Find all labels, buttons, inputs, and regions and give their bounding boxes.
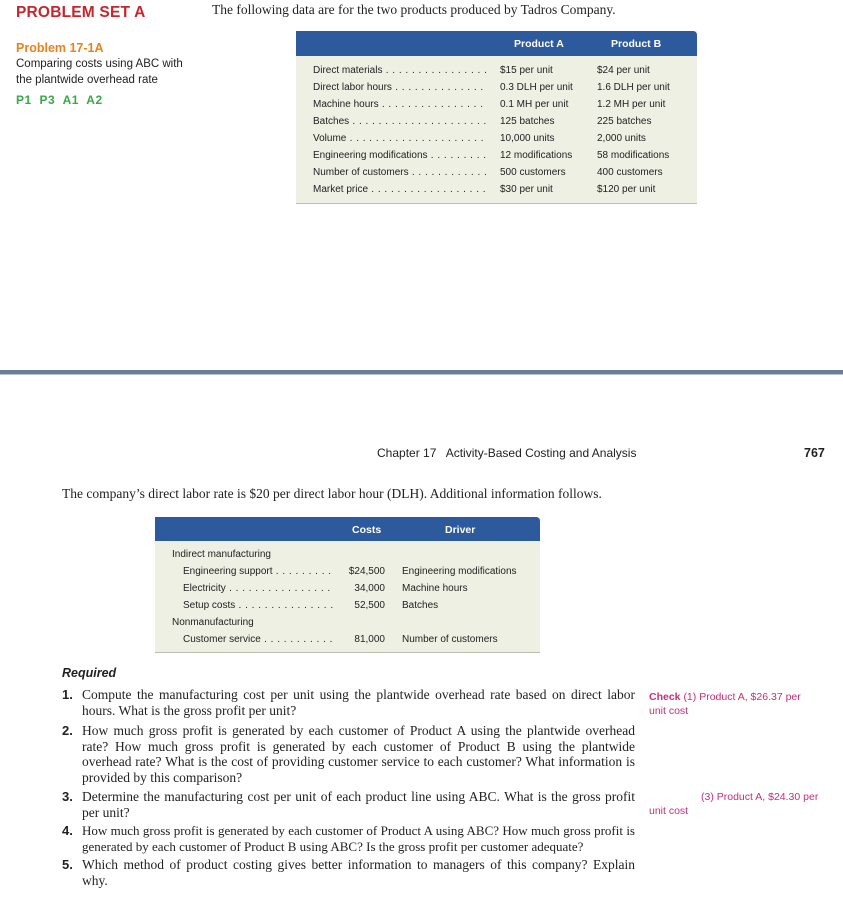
table-row <box>296 130 697 147</box>
row-label: Direct materials . . . <box>313 62 486 79</box>
product-a-value: 125 batches <box>500 116 555 127</box>
item-text: How much gross profit is generated by each customer of Product A using ABC? How much gross profit is generated by each customer of Product B using ABC? Is the gross profit per customer adequate? <box>82 823 635 854</box>
product-a-value: 500 customers <box>500 167 566 178</box>
table-header <box>296 31 697 56</box>
table-row <box>155 597 540 614</box>
cost-amount: 34,000 <box>354 583 385 594</box>
problem-label: Problem 17-1A <box>16 41 104 55</box>
check-label: Check <box>649 691 681 703</box>
row-label: Number of customers . . . <box>313 164 486 181</box>
section-row <box>155 614 540 631</box>
table-row <box>296 96 697 113</box>
product-b-value: 58 modifications <box>597 150 670 161</box>
cost-amount: 52,500 <box>354 600 385 611</box>
product-b-value: 2,000 units <box>597 133 646 144</box>
problem-set-title: PROBLEM SET A <box>16 4 146 21</box>
section-label: Indirect manufacturing <box>172 549 271 560</box>
table-row <box>296 62 697 79</box>
product-data-table <box>296 31 697 204</box>
product-a-value: $15 per unit <box>500 65 553 76</box>
table-row <box>296 79 697 96</box>
item-number: 1. <box>62 687 73 702</box>
cost-driver: Machine hours <box>402 583 468 594</box>
product-a-value: 0.3 DLH per unit <box>500 82 573 93</box>
check-figure-3 <box>701 790 818 804</box>
check-figure-3-unit <box>649 804 688 818</box>
row-label: Market price . . . <box>313 181 486 198</box>
section-row <box>155 546 540 563</box>
row-label: Electricity . . . <box>183 580 333 597</box>
problem-description-line: Comparing costs using ABC with <box>16 58 183 70</box>
problem-description-line: the plantwide overhead rate <box>16 73 158 86</box>
item-text: Determine the manufacturing cost per unit of each product line using ABC. What is the gross profit per unit? <box>82 789 635 820</box>
table-row <box>296 147 697 164</box>
table-row <box>155 580 540 597</box>
problem-description <box>16 57 211 88</box>
required-item <box>62 789 635 820</box>
row-label: Direct labor hours . . . <box>313 79 486 96</box>
check-figure-1 <box>649 690 801 718</box>
row-label: Machine hours . . . <box>313 96 486 113</box>
cost-driver-table <box>155 517 540 653</box>
required-item <box>62 687 635 718</box>
check-unit: unit cost <box>649 705 689 717</box>
cost-amount: $24,500 <box>348 566 385 577</box>
column-header-product-b: Product B <box>611 38 662 50</box>
item-text: Which method of product costing gives better information to managers of this company? Explain why. <box>82 857 635 888</box>
row-label: Volume . . . <box>313 130 486 147</box>
item-text: How much gross profit is generated by each customer of Product A using the plantwide overhead rate? How much gross profit is generated by each customer of Product B using the plantwide overhead rate? What is the cost of providing customer service to each customer? What information is provided by this comparison? <box>82 723 635 785</box>
table-row <box>296 181 697 198</box>
product-a-value: $30 per unit <box>500 184 553 195</box>
cost-driver: Number of customers <box>402 634 498 645</box>
column-header-costs: Costs <box>352 524 382 536</box>
product-a-value: 10,000 units <box>500 133 555 144</box>
product-a-value: 0.1 MH per unit <box>500 99 569 110</box>
product-b-value: 1.2 MH per unit <box>597 99 666 110</box>
cost-driver: Engineering modifications <box>402 566 517 577</box>
table-row <box>155 563 540 580</box>
row-label: Batches . . . <box>313 113 486 130</box>
check-text: (1) Product A, $26.37 per <box>683 691 801 703</box>
check-unit: unit cost <box>649 805 689 817</box>
required-item <box>62 723 635 785</box>
table-row <box>155 631 540 648</box>
section-label: Nonmanufacturing <box>172 617 254 628</box>
product-b-value: $120 per unit <box>597 184 656 195</box>
table-row <box>296 113 697 130</box>
product-a-value: 12 modifications <box>500 150 573 161</box>
product-b-value: 400 customers <box>597 167 663 178</box>
column-header-product-a: Product A <box>514 38 564 50</box>
cost-amount: 81,000 <box>354 634 385 645</box>
item-number: 4. <box>62 823 73 838</box>
row-label: Customer service . . . <box>183 631 333 648</box>
chapter-heading: Chapter 17 Activity-Based Costing and Analysis <box>377 446 637 460</box>
cost-driver: Batches <box>402 600 439 611</box>
page-number: 767 <box>804 446 825 460</box>
product-b-value: $24 per unit <box>597 65 650 76</box>
page-divider-shadow <box>0 374 843 375</box>
row-label: Engineering support . . . <box>183 563 333 580</box>
item-number: 3. <box>62 789 73 804</box>
item-number: 2. <box>62 723 73 738</box>
check-text: (3) Product A, $24.30 per <box>701 791 819 803</box>
product-b-value: 225 batches <box>597 116 652 127</box>
required-item <box>62 823 635 854</box>
required-item <box>62 857 635 888</box>
item-text: Compute the manufacturing cost per unit using the plantwide overhead rate based on direct labor hours. What is the gross profit per unit? <box>82 687 635 718</box>
table-row <box>296 164 697 181</box>
column-header-driver: Driver <box>445 524 476 536</box>
required-heading: Required <box>62 666 117 680</box>
lead-text: The company’s direct labor rate is $20 per direct labor hour (DLH). Additional information follows. <box>62 486 602 501</box>
learning-objectives: P1 P3 A1 A2 <box>16 93 103 107</box>
row-label: Setup costs . . . <box>183 597 333 614</box>
item-number: 5. <box>62 857 73 872</box>
table-header <box>155 517 540 541</box>
product-b-value: 1.6 DLH per unit <box>597 82 670 93</box>
row-label: Engineering modifications . . . <box>313 147 486 164</box>
intro-text: The following data are for the two products produced by Tadros Company. <box>212 2 616 17</box>
